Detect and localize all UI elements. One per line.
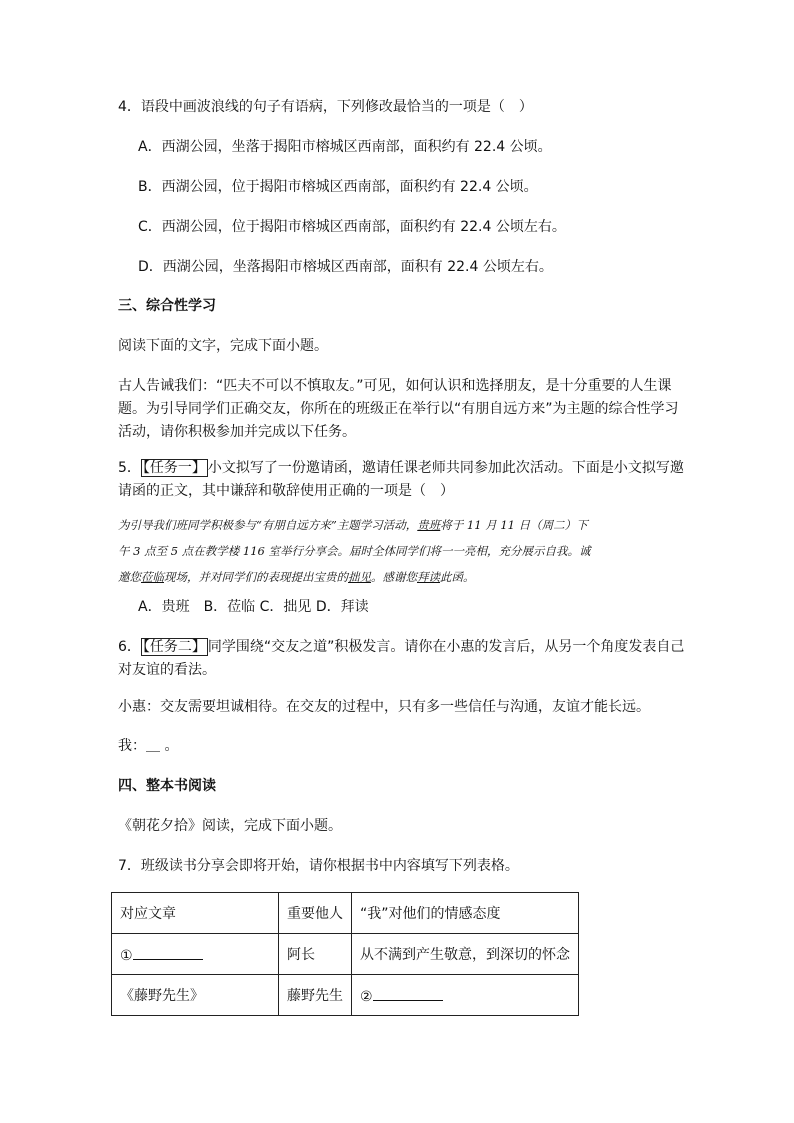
table-cell: ①: [112, 934, 279, 975]
q5-stem-text: 小文拟写了一份邀请函，邀请任课老师共同参加此次活动。下面是小文拟写邀: [207, 460, 684, 476]
q5-stem: [118, 458, 684, 478]
section3-passage-line2: 题。为引导同学们正确交友，你所在的班级正在举行以“有朋自远方来”为主题的综合性学习: [118, 401, 679, 417]
q6-task-label: 【任务二】: [142, 639, 206, 655]
answer-blank-1[interactable]: [133, 945, 203, 960]
invitation-line1: 为引导我们班同学积极参与“有朋自远方来”主题学习活动，贵班将于 11 月 11 日（周二）下: [118, 518, 588, 532]
table-cell: 阿长: [279, 934, 352, 975]
q6-xiaohui-speech: 小惠：交友需要坦诚相待。在交友的过程中，只有多一些信任与沟通，友谊才能长远。: [118, 699, 650, 715]
invitation-line2: 午 3 点至 5 点在教学楼 116 室举行分享会。届时全体同学们将一一亮相，充分展示自我。诚: [118, 544, 591, 558]
section3-heading: 三、综合性学习: [118, 298, 216, 314]
table-header-row: [112, 893, 579, 934]
q6-my-answer: 我：＿ 。: [118, 738, 179, 754]
section3-intro: 阅读下面的文字，完成下面小题。: [118, 338, 328, 354]
answer-blank-2[interactable]: [373, 986, 443, 1001]
q6-stem-text: 同学围绕“交友之道”积极发言。请你在小惠的发言后，从另一个角度发表自己: [207, 639, 685, 655]
q6-stem: [118, 637, 684, 657]
table-cell: ②: [352, 975, 579, 1016]
q4-stem: [118, 97, 533, 117]
q4-option-a: A．西湖公园，坐落于揭阳市榕城区西南部，面积约有 22.4 公顷。: [138, 139, 552, 155]
term-baidu: 拜读: [417, 570, 440, 584]
q4-stem-num-and-text: 4．语段中画波浪线的句子有语病，下列修改最恰当的一项是（ ）: [118, 99, 533, 115]
q5-options: A．贵班 B．莅临 C．拙见 D．拜读: [138, 599, 369, 615]
term-lilin: 莅临: [141, 570, 164, 584]
section4-intro: 《朝花夕拾》阅读，完成下面小题。: [118, 818, 342, 834]
section3-passage-line3: 活动，请你积极参加并完成以下任务。: [118, 424, 356, 440]
table-row: [112, 975, 579, 1016]
q5-number: 5．: [118, 460, 141, 476]
q6-stem-line2: 对友谊的看法。: [118, 662, 216, 678]
term-zhuojian: 拙见: [348, 570, 371, 584]
invitation-line3: 邀您莅临现场，并对同学们的表现提出宝贵的拙见。感谢您拜读此函。: [118, 570, 475, 584]
table-header-cell: 重要他人: [279, 893, 352, 934]
table-row: [112, 934, 579, 975]
table-header-cell: 对应文章: [112, 893, 279, 934]
table-cell: 从不满到产生敬意，到深切的怀念: [352, 934, 579, 975]
q7-table: [111, 892, 579, 1016]
table-header-cell: “我”对他们的情感态度: [352, 893, 579, 934]
section3-passage-line1: 古人告诫我们：“匹夫不可以不慎取友。”可见，如何认识和选择朋友，是十分重要的人生课: [118, 378, 672, 394]
term-guiban: 贵班: [417, 518, 441, 532]
q5-task-label: 【任务一】: [142, 460, 206, 476]
q5-stem-line2: 请函的正文，其中谦辞和敬辞使用正确的一项是（ ）: [118, 483, 454, 499]
q4-option-d: D．西湖公园，坐落揭阳市榕城区西南部，面积有 22.4 公顷左右。: [138, 259, 553, 275]
table-cell: 《藤野先生》: [112, 975, 279, 1016]
table-cell: 藤野先生: [279, 975, 352, 1016]
q7-stem: 7．班级读书分享会即将开始，请你根据书中内容填写下列表格。: [118, 858, 519, 874]
q4-option-b: B．西湖公园，位于揭阳市榕城区西南部，面积约有 22.4 公顷。: [138, 179, 538, 195]
q6-number: 6．: [118, 639, 141, 655]
section4-heading: 四、整本书阅读: [118, 778, 216, 794]
invitation-letter: [118, 512, 678, 590]
q4-option-c: C．西湖公园，位于揭阳市榕城区西南部，面积约有 22.4 公顷左右。: [138, 219, 566, 235]
